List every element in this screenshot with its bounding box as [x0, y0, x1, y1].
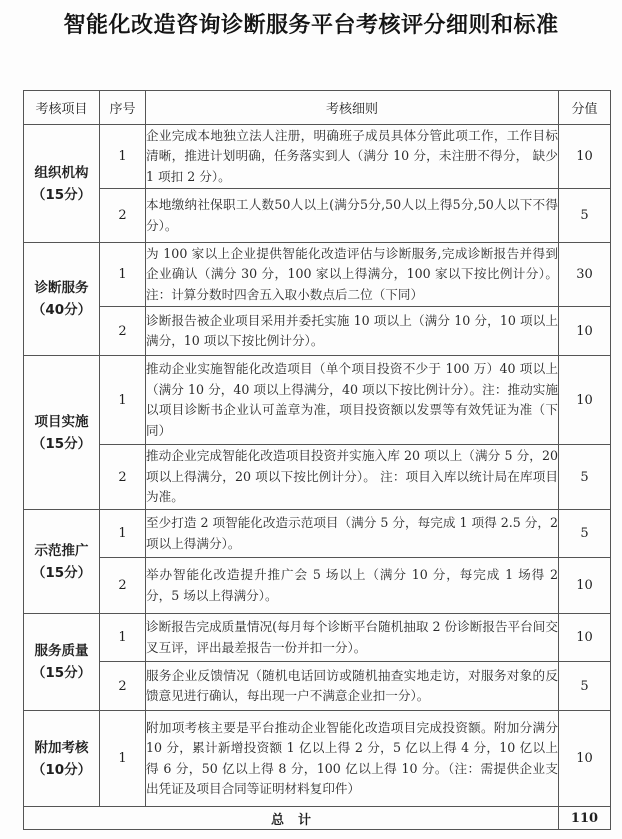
category-name: 服务质量	[34, 643, 89, 659]
score-cell: 10	[559, 558, 611, 614]
table-row	[24, 510, 611, 558]
seq-cell: 1	[100, 356, 146, 445]
score-cell: 5	[559, 510, 611, 558]
header-category: 考核项目	[24, 91, 100, 125]
score-cell: 10	[559, 614, 611, 662]
detail-cell: 企业完成本地独立法人注册，明确班子成员具体分管此项工作，工作目标清晰，推进计划明确，任务落实到人（满分 10 分，未注册不得分， 缺少 1 项扣 2 分）。	[146, 125, 559, 189]
header-seq: 序号	[100, 91, 146, 125]
category-points: （40分）	[31, 302, 92, 318]
table-row	[24, 243, 611, 307]
category-name: 附加考核	[34, 739, 89, 756]
detail-cell: 附加项考核主要是平台推动企业智能化改造项目完成投资额。附加分满分 10 分，累计新增投资额 1 亿以上得 2 分，5 亿以上得 4 分，10 亿以上得 6 分，50 亿以上得 8 分，100 亿以上得 10 分。（注：需提供企业支出凭证及项目合同等证明材料复印件）	[146, 711, 559, 807]
detail-cell: 推动企业实施智能化改造项目（单个项目投资不少于 100 万）40 项以上（满分 10 分，40 项以上得满分，40 项以下按比例计分）。注：推动实施以项目诊断书企业认可盖章为准，项目投资额以发票等有效凭证为准（下同）	[146, 356, 559, 445]
seq-cell: 2	[100, 662, 146, 711]
scoring-table	[23, 90, 611, 830]
seq-cell: 1	[100, 243, 146, 307]
score-cell: 10	[559, 356, 611, 445]
category-points: （15分）	[31, 665, 92, 681]
detail-cell: 本地缴纳社保职工人数50人以上(满分5分,50人以上得5分,50人以下不得分）。	[146, 189, 559, 243]
seq-cell: 1	[100, 125, 146, 189]
seq-cell: 2	[100, 189, 146, 243]
seq-cell: 2	[100, 558, 146, 614]
detail-cell: 为 100 家以上企业提供智能化改造评估与诊断服务,完成诊断报告并得到企业确认（满分 30 分，100 家以上得满分，100 家以下按比例计分）。注：计算分数时四舍五入取小数点后二位（下同）	[146, 243, 559, 307]
table-row	[24, 614, 611, 662]
score-cell: 10	[559, 711, 611, 807]
table-row	[24, 711, 611, 807]
category-name: 诊断服务	[34, 280, 89, 296]
category-name: 项目实施	[34, 413, 89, 430]
score-cell: 10	[559, 307, 611, 356]
table-row	[24, 189, 611, 243]
table-header-row	[24, 91, 611, 125]
category-name: 示范推广	[34, 542, 89, 559]
header-detail: 考核细则	[146, 91, 559, 125]
detail-cell: 诊断报告被企业项目采用并委托实施 10 项以上（满分 10 分，10 项以上满分，10 项以下按比例计分）。	[146, 307, 559, 356]
category-points: （15分）	[31, 435, 92, 452]
detail-cell: 至少打造 2 项智能化改造示范项目（满分 5 分，每完成 1 项得 2.5 分，2 项以上得满分）。	[146, 510, 559, 558]
category-cell	[24, 356, 100, 510]
detail-cell: 服务企业反馈情况（随机电话回访或随机抽查实地走访，对服务对象的反馈意见进行确认，每出现一户不满意企业扣一分）。	[146, 662, 559, 711]
table-row	[24, 356, 611, 445]
category-name: 组织机构	[34, 164, 89, 181]
score-cell: 5	[559, 445, 611, 510]
table-row	[24, 307, 611, 356]
table-row	[24, 125, 611, 189]
seq-cell: 2	[100, 445, 146, 510]
category-cell	[24, 711, 100, 807]
table-row	[24, 558, 611, 614]
detail-cell: 诊断报告完成质量情况(每月每个诊断平台随机抽取 2 份诊断报告平台间交叉互评，评出最差报告一份并扣一分）。	[146, 614, 559, 662]
seq-cell: 2	[100, 307, 146, 356]
header-score: 分值	[559, 91, 611, 125]
category-cell	[24, 243, 100, 356]
category-points: （15分）	[31, 186, 92, 203]
category-points: （10分）	[31, 761, 92, 778]
table-row	[24, 662, 611, 711]
detail-cell: 推动企业完成智能化改造项目投资并实施入库 20 项以上（满分 5 分，20 项以上得满分，20 项以下按比例计分）。 注：项目入库以统计局在库项目为准。	[146, 445, 559, 510]
seq-cell: 1	[100, 510, 146, 558]
seq-cell: 1	[100, 711, 146, 807]
page-title: 智能化改造咨询诊断服务平台考核评分细则和标准	[63, 13, 559, 38]
category-cell	[24, 510, 100, 614]
score-cell: 30	[559, 243, 611, 307]
score-cell: 10	[559, 125, 611, 189]
category-cell	[24, 614, 100, 711]
table-row	[24, 445, 611, 510]
detail-cell: 举办智能化改造提升推广会 5 场以上（满分 10 分，每完成 1 场得 2 分，5 场以上得满分）。	[146, 558, 559, 614]
score-cell: 5	[559, 189, 611, 243]
total-row	[24, 807, 611, 830]
category-points: （15分）	[31, 564, 92, 581]
total-label: 总计	[24, 807, 559, 830]
category-cell	[24, 125, 100, 243]
total-score: 110	[559, 807, 611, 830]
seq-cell: 1	[100, 614, 146, 662]
score-cell: 5	[559, 662, 611, 711]
